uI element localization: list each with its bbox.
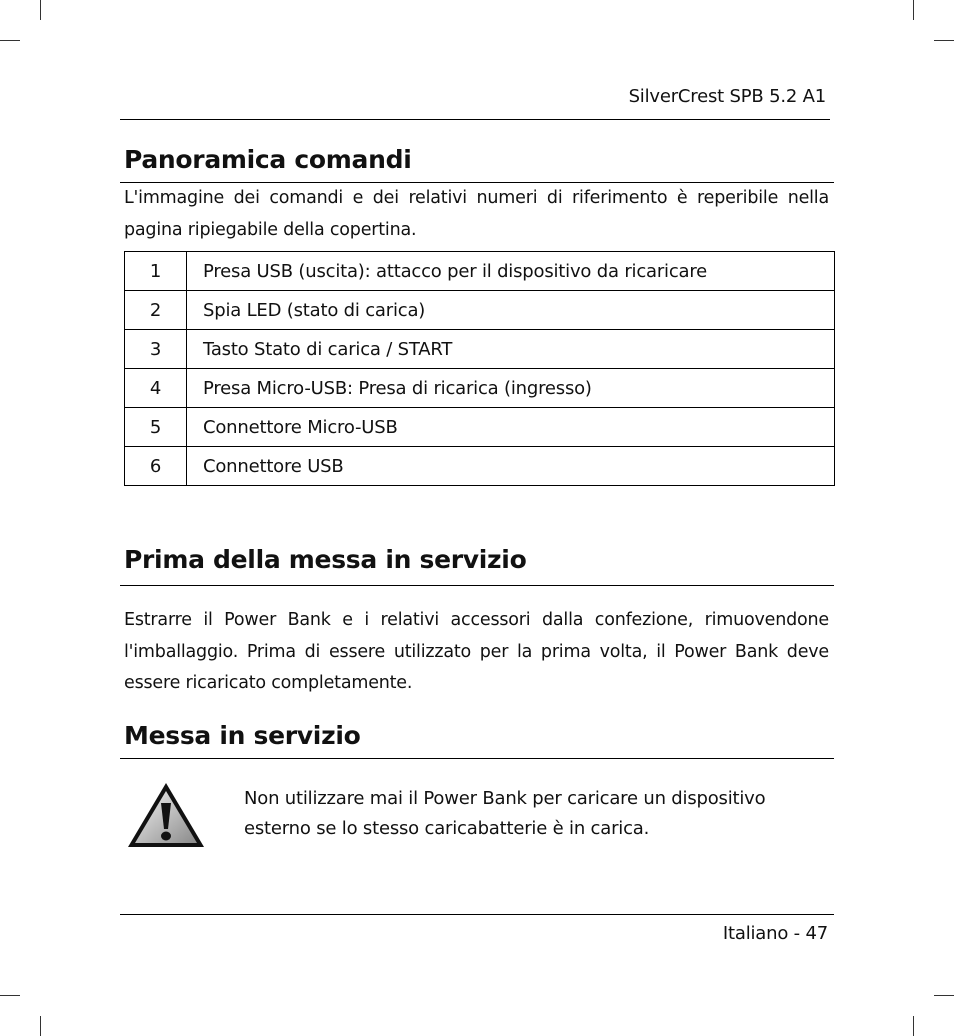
section-title-start-up: Messa in servizio (124, 721, 361, 750)
text-line: esterno se lo stesso caricabatterie è in carica. (244, 818, 650, 839)
item-number: 2 (125, 291, 187, 330)
section-title-controls: Panoramica comandi (124, 145, 412, 174)
item-number: 6 (125, 447, 187, 486)
controls-intro (124, 183, 829, 246)
text-line: pagina ripiegabile della copertina. (124, 219, 417, 240)
warning-text (244, 784, 804, 844)
item-number: 4 (125, 369, 187, 408)
text-line: L'immagine dei comandi e dei relativi numeri di riferimento è reperibile nella (124, 188, 829, 208)
crop-mark (934, 40, 954, 41)
header-rule (120, 119, 830, 120)
crop-mark (40, 1016, 41, 1036)
crop-mark (0, 40, 20, 41)
running-header: SilverCrest SPB 5.2 A1 (628, 86, 826, 107)
crop-mark (913, 1016, 914, 1036)
text-line: Estrarre il Power Bank e i relativi accessori dalla confezione, rimuovendone (124, 610, 829, 630)
item-number: 3 (125, 330, 187, 369)
section-rule (120, 585, 834, 586)
crop-mark (40, 0, 41, 20)
item-description: Spia LED (stato di carica) (187, 291, 835, 330)
text-line: l'imballaggio. Prima di essere utilizzato per la prima volta, il Power Bank deve (124, 641, 829, 662)
page-number: Italiano - 47 (722, 923, 828, 944)
text-line: essere ricaricato completamente. (124, 673, 413, 693)
table-row (125, 291, 835, 330)
table-row (125, 369, 835, 408)
footer-rule (120, 914, 834, 915)
item-number: 1 (125, 252, 187, 291)
item-description: Connettore USB (187, 447, 835, 486)
item-description: Tasto Stato di carica / START (187, 330, 835, 369)
table-row (125, 447, 835, 486)
item-number: 5 (125, 408, 187, 447)
item-description: Presa Micro-USB: Presa di ricarica (ingresso) (187, 369, 835, 408)
crop-mark (913, 0, 914, 20)
crop-mark (0, 995, 20, 996)
section-rule (120, 758, 834, 759)
table-row (125, 330, 835, 369)
item-description: Connettore Micro-USB (187, 408, 835, 447)
crop-mark (934, 995, 954, 996)
text-line: Non utilizzare mai il Power Bank per caricare un dispositivo (244, 788, 766, 809)
table-row (125, 252, 835, 291)
before-use-text (124, 605, 829, 700)
item-description: Presa USB (uscita): attacco per il dispositivo da ricaricare (187, 252, 835, 291)
table-row (125, 408, 835, 447)
section-title-before-use: Prima della messa in servizio (124, 545, 527, 574)
warning-triangle-icon (126, 781, 206, 849)
controls-table (124, 251, 835, 486)
